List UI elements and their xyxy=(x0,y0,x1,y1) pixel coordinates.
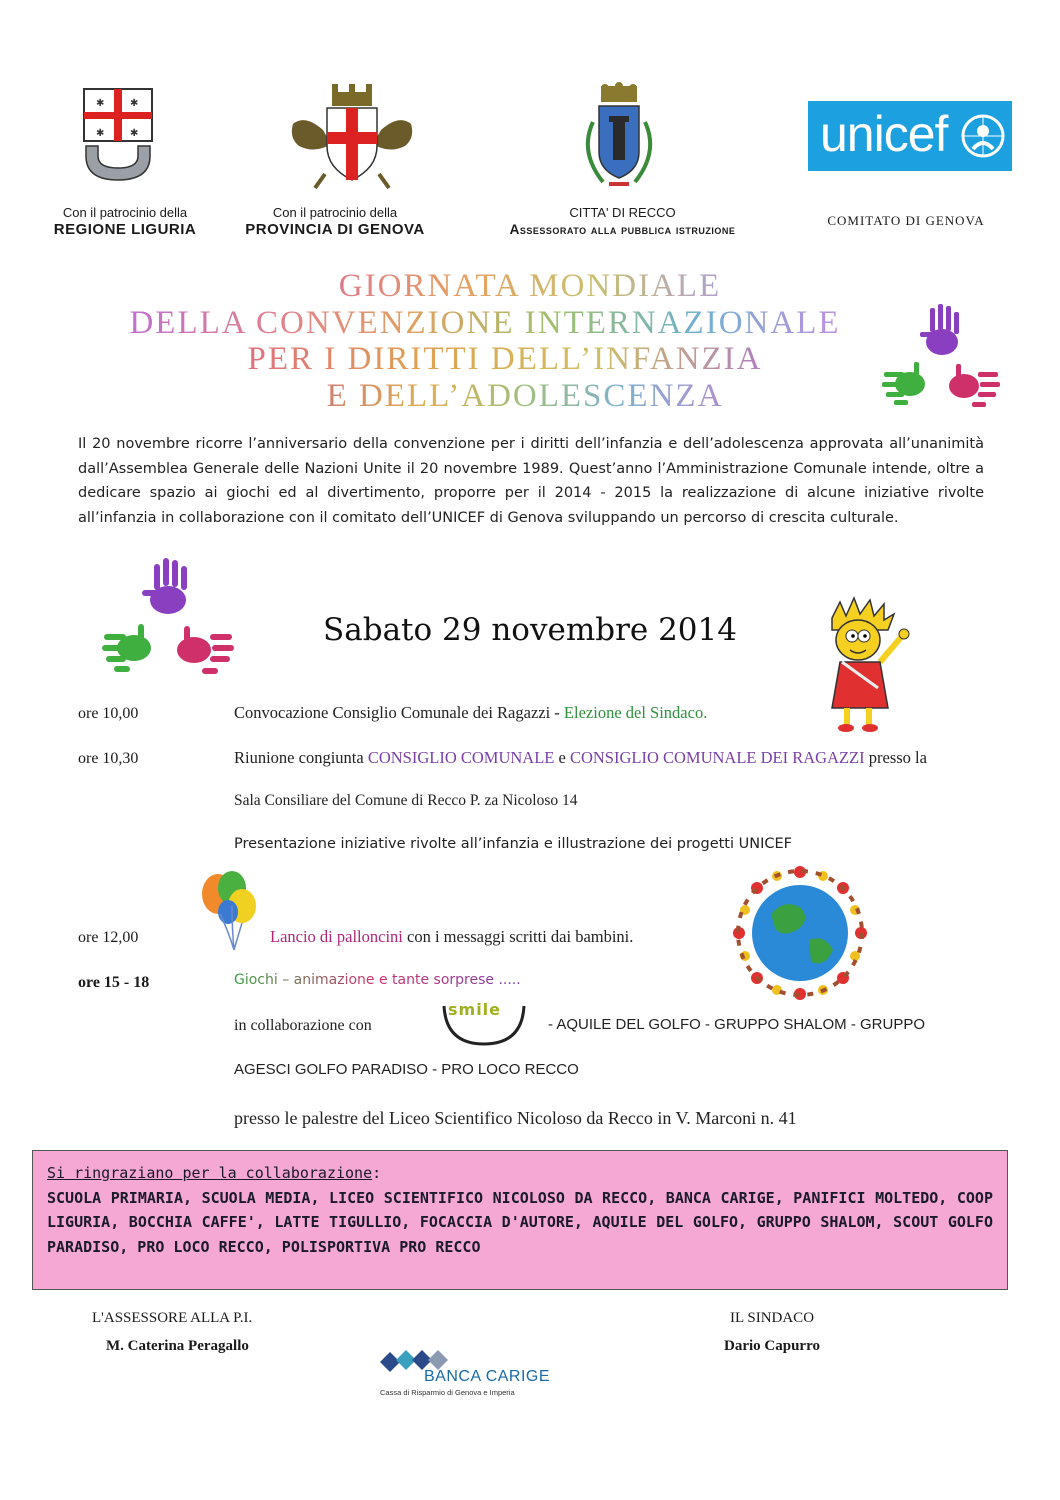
title-line-4: E DELL’ADOLESCENZA xyxy=(326,378,724,414)
unicef-wordmark: unicef xyxy=(820,106,948,162)
regione-liguria-caption xyxy=(30,204,220,238)
svg-text:✱: ✱ xyxy=(130,98,139,109)
regione-liguria-logo xyxy=(78,86,158,186)
colored-hands-icon xyxy=(880,302,1002,420)
smile-association-logo xyxy=(440,996,528,1046)
patrocinio-label: Con il patrocinio della xyxy=(62,205,188,220)
event-convocazione: Convocazione Consiglio Comunale dei Ragazzi - Elezione del Sindaco. xyxy=(234,703,708,722)
assessore-role: L'ASSESSORE ALLA P.I. xyxy=(92,1310,253,1326)
time-12-00: ore 12,00 xyxy=(78,929,139,946)
unicef-emblem-icon xyxy=(958,111,1008,161)
event-collaborazione-groups: - AQUILE DEL GOLFO - GRUPPO SHALOM - GRUPPO xyxy=(548,1016,926,1033)
provincia-genova-name: PROVINCIA DI GENOVA xyxy=(245,221,425,238)
patrocinio-label: Con il patrocinio della xyxy=(272,205,398,220)
sindaco-name: Dario Capurro xyxy=(724,1338,820,1354)
title-line-3: PER I DIRITTI DELL’INFANZIA xyxy=(247,341,763,377)
time-10-00: ore 10,00 xyxy=(78,705,139,722)
event-collaborazione-label: in collaborazione con xyxy=(234,1017,372,1034)
event-presentazione: Presentazione iniziative rivolte all’infanzia e illustrazione dei progetti UNICEF xyxy=(234,836,792,852)
regione-liguria-name: REGIONE LIGURIA xyxy=(53,221,197,238)
title-line-1: GIORNATA MONDIALE xyxy=(338,268,722,304)
thanks-list: SCUOLA PRIMARIA, SCUOLA MEDIA, LICEO SCIENTIFICO NICOLOSO DA RECCO, BANCA CARIGE, PANIFICI MOLTEDO, COOP LIGURIA, BOCCHIA CAFFE', LATTE TIGULLIO, FOCACCIA D'AUTORE, AQUILE DEL GOLFO, GRUPPO SHALOM, SCOUT GOLFO PARADISO, PRO LOCO RECCO, POLISPORTIVA PRO RECCO xyxy=(47,1188,993,1256)
unicef-logo xyxy=(808,101,1012,171)
provincia-genova-crest xyxy=(285,84,419,194)
event-location: presso le palestre del Liceo Scientifico Nicoloso da Recco in V. Marconi n. 41 xyxy=(234,1108,797,1128)
sindaco-role: IL SINDACO xyxy=(730,1310,815,1326)
event-date: Sabato 29 novembre 2014 xyxy=(323,612,737,648)
time-15-18: ore 15 - 18 xyxy=(78,974,150,991)
smile-logo-text: smile xyxy=(448,1000,502,1019)
intro-paragraph: Il 20 novembre ricorre l’anniversario della convenzione per i diritti dell’infanzia e dell’adolescenza approvata all’unanimità dall’Assemblea Generale delle Nazioni Unite il 20 novembre 1989. Quest’anno l’Amministrazione Comunale intende, oltre a dedicare spazio ai giochi ed al divertimento, proporre per il 2014 - 2015 la realizzazione di alcune iniziative rivolte all’infanzia in collaborazione con il comitato dell’UNICEF di Genova sviluppando un percorso di crescita culturale. xyxy=(78,436,984,526)
cartoon-girl-icon xyxy=(818,596,914,736)
event-collaborazione-groups-2: AGESCI GOLFO PARADISO - PRO LOCO RECCO xyxy=(234,1061,579,1078)
carige-tagline: Cassa di Risparmio di Genova e Imperia xyxy=(380,1388,515,1397)
svg-text:✱: ✱ xyxy=(130,128,139,139)
event-sala-consiliare: Sala Consiliare del Comune di Recco P. za Nicoloso 14 xyxy=(234,792,578,809)
thanks-box xyxy=(32,1150,1008,1290)
svg-text:✱: ✱ xyxy=(96,128,105,139)
event-riunione: Riunione congiunta CONSIGLIO COMUNALE e CONSIGLIO COMUNALE DEI RAGAZZI presso la xyxy=(234,748,927,767)
carige-name: BANCA CARIGE xyxy=(424,1368,551,1385)
banca-carige-logo xyxy=(378,1348,570,1400)
citta-recco-crest xyxy=(573,82,665,194)
thanks-heading: Si ringraziano per la collaborazione: xyxy=(47,1164,382,1182)
globe-children-icon xyxy=(725,858,875,1008)
event-giochi: Giochi – animazione e tante sorprese ..... xyxy=(234,972,521,988)
event-lancio-palloncini: Lancio di palloncini con i messaggi scritti dai bambini. xyxy=(270,927,634,946)
assessore-name: M. Caterina Peragallo xyxy=(106,1338,249,1354)
svg-text:✱: ✱ xyxy=(96,98,105,109)
title-line-2: DELLA CONVENZIONE INTERNAZIONALE xyxy=(129,305,841,341)
colored-hands-icon xyxy=(100,556,234,686)
provincia-genova-caption xyxy=(230,204,440,238)
unicef-caption: COMITATO DI GENOVA xyxy=(827,213,985,228)
time-10-30: ore 10,30 xyxy=(78,750,139,767)
balloons-icon xyxy=(198,870,264,952)
assessorato-label: Assessorato alla pubblica istruzione xyxy=(509,222,736,237)
citta-recco-name: CITTA' DI RECCO xyxy=(569,205,676,220)
citta-recco-caption xyxy=(455,204,790,238)
